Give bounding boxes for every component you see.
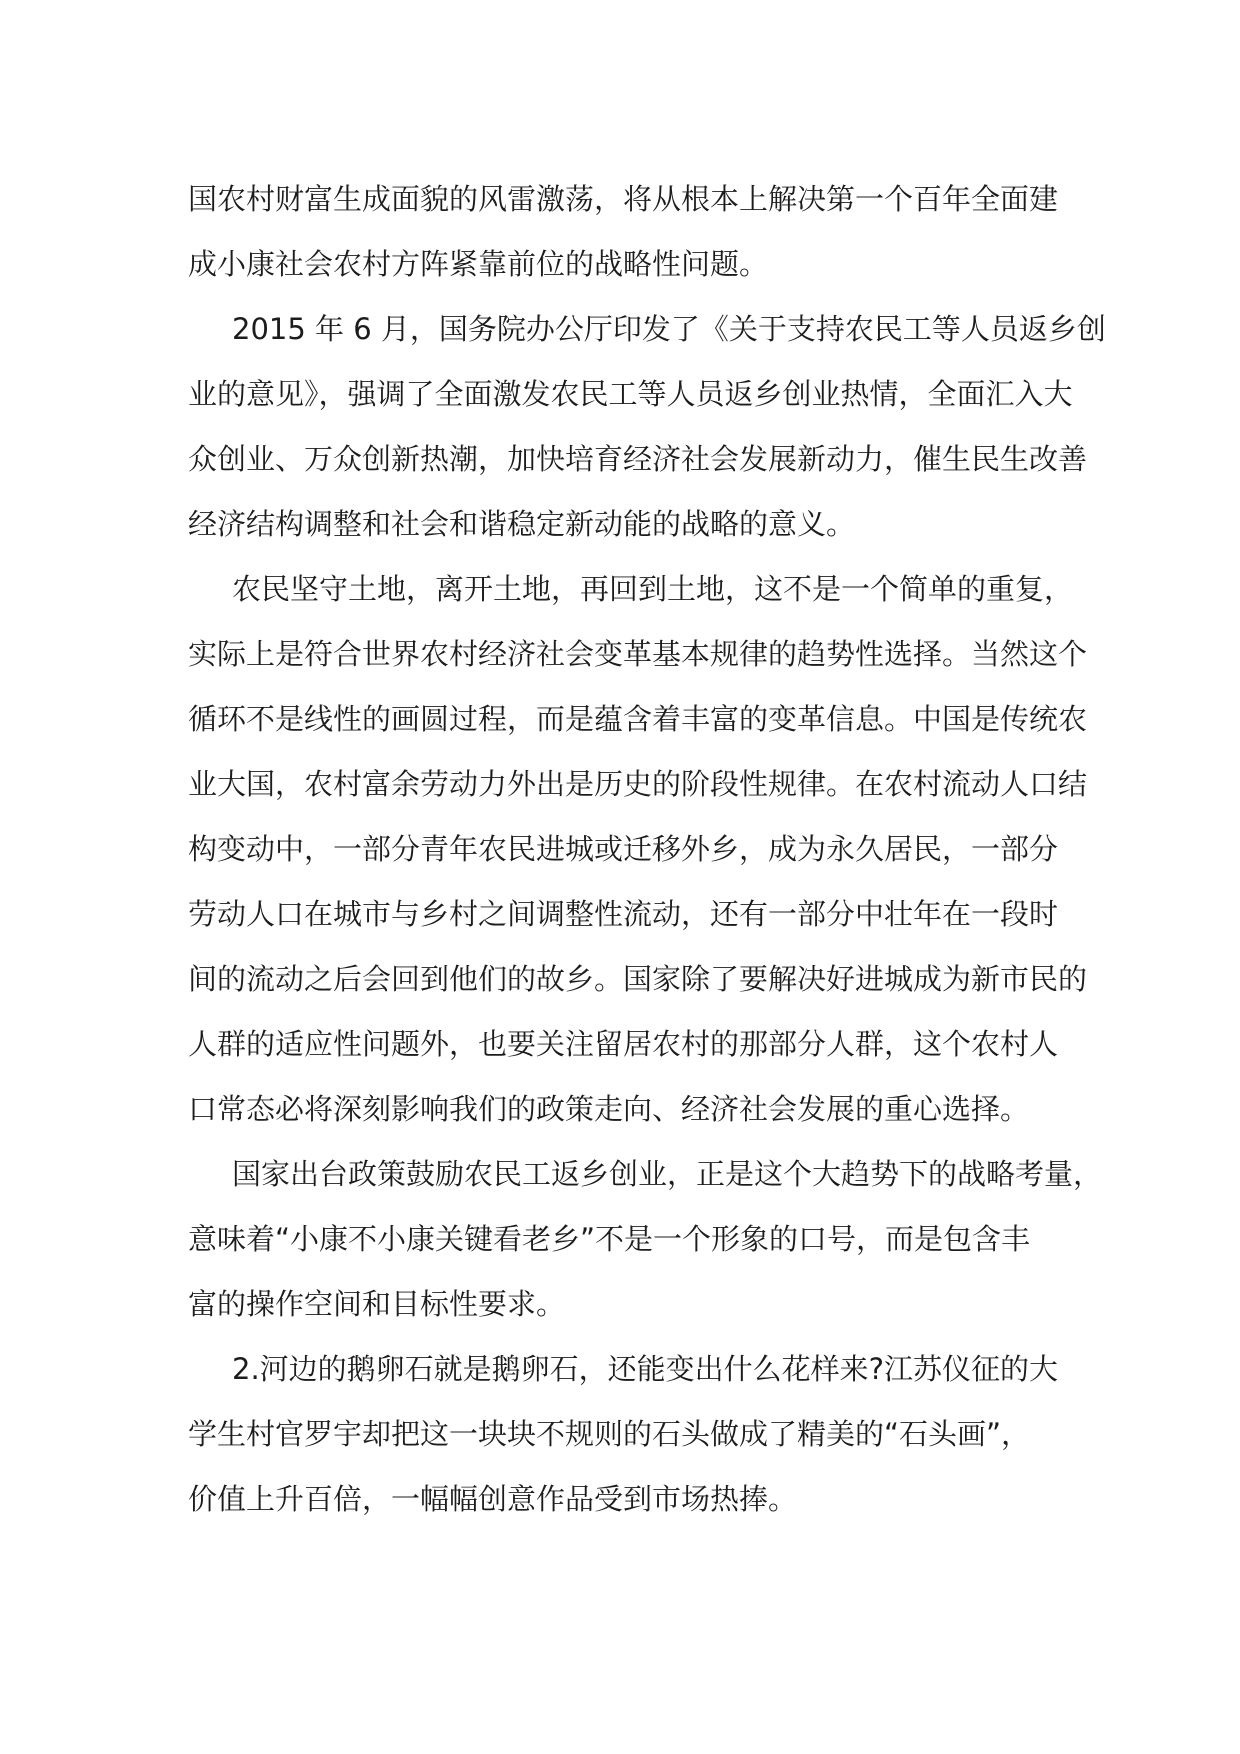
text-line: 构变动中，一部分青年农民进城或迁移外乡，成为永久居民，一部分: [188, 832, 1059, 866]
text-line: 众创业、万众创新热潮，加快培育经济社会发展新动力，催生民生改善: [188, 442, 1088, 476]
text-line: 业的意见》，强调了全面激发农民工等人员返乡创业热情，全面汇入大: [188, 377, 1073, 411]
paragraph-5: [188, 1337, 1068, 1532]
paragraph-2: [188, 297, 1106, 557]
text-line: 成小康社会农村方阵紧靠前位的战略性问题。: [188, 247, 769, 281]
text-line: 口常态必将深刻影响我们的政策走向、经济社会发展的重心选择。: [188, 1092, 1030, 1126]
text-line: 学生村官罗宇却把这一块块不规则的石头做成了精美的“石头画”，: [188, 1417, 1031, 1451]
text-line: 意味着“小康不小康关键看老乡”不是一个形象的口号，而是包含丰: [188, 1222, 1031, 1256]
text-line: 劳动人口在城市与乡村之间调整性流动，还有一部分中壮年在一段时: [188, 897, 1059, 931]
document-body: [188, 167, 1106, 1532]
text-line: 循环不是线性的画圆过程，而是蕴含着丰富的变革信息。中国是传统农: [188, 702, 1088, 736]
paragraph-1: [188, 167, 1068, 297]
paragraph-4: [188, 1142, 1103, 1337]
text-line-first: 农民坚守土地，离开土地，再回到土地，这不是一个简单的重复，: [232, 572, 1074, 606]
text-line-first: 2015 年 6 月，国务院办公厅印发了《关于支持农民工等人员返乡创: [232, 312, 1106, 346]
text-line: 实际上是符合世界农村经济社会变革基本规律的趋势性选择。当然这个: [188, 637, 1088, 671]
text-line-first: 2.河边的鹅卵石就是鹅卵石，还能变出什么花样来?江苏仪征的大: [232, 1352, 1059, 1386]
text-line: 价值上升百倍，一幅幅创意作品受到市场热捧。: [188, 1482, 798, 1516]
text-line: 富的操作空间和目标性要求。: [188, 1287, 566, 1321]
text-line: 经济结构调整和社会和谐稳定新动能的战略的意义。: [188, 507, 856, 541]
text-line: 间的流动之后会回到他们的故乡。国家除了要解决好进城成为新市民的: [188, 962, 1088, 996]
text-line: 国农村财富生成面貌的风雷激荡，将从根本上解决第一个百年全面建: [188, 182, 1059, 216]
text-line: 人群的适应性问题外，也要关注留居农村的那部分人群，这个农村人: [188, 1027, 1059, 1061]
text-line: 业大国，农村富余劳动力外出是历史的阶段性规律。在农村流动人口结: [188, 767, 1088, 801]
paragraph-3: [188, 557, 1088, 1142]
text-line-first: 国家出台政策鼓励农民工返乡创业，正是这个大趋势下的战略考量，: [232, 1157, 1103, 1191]
